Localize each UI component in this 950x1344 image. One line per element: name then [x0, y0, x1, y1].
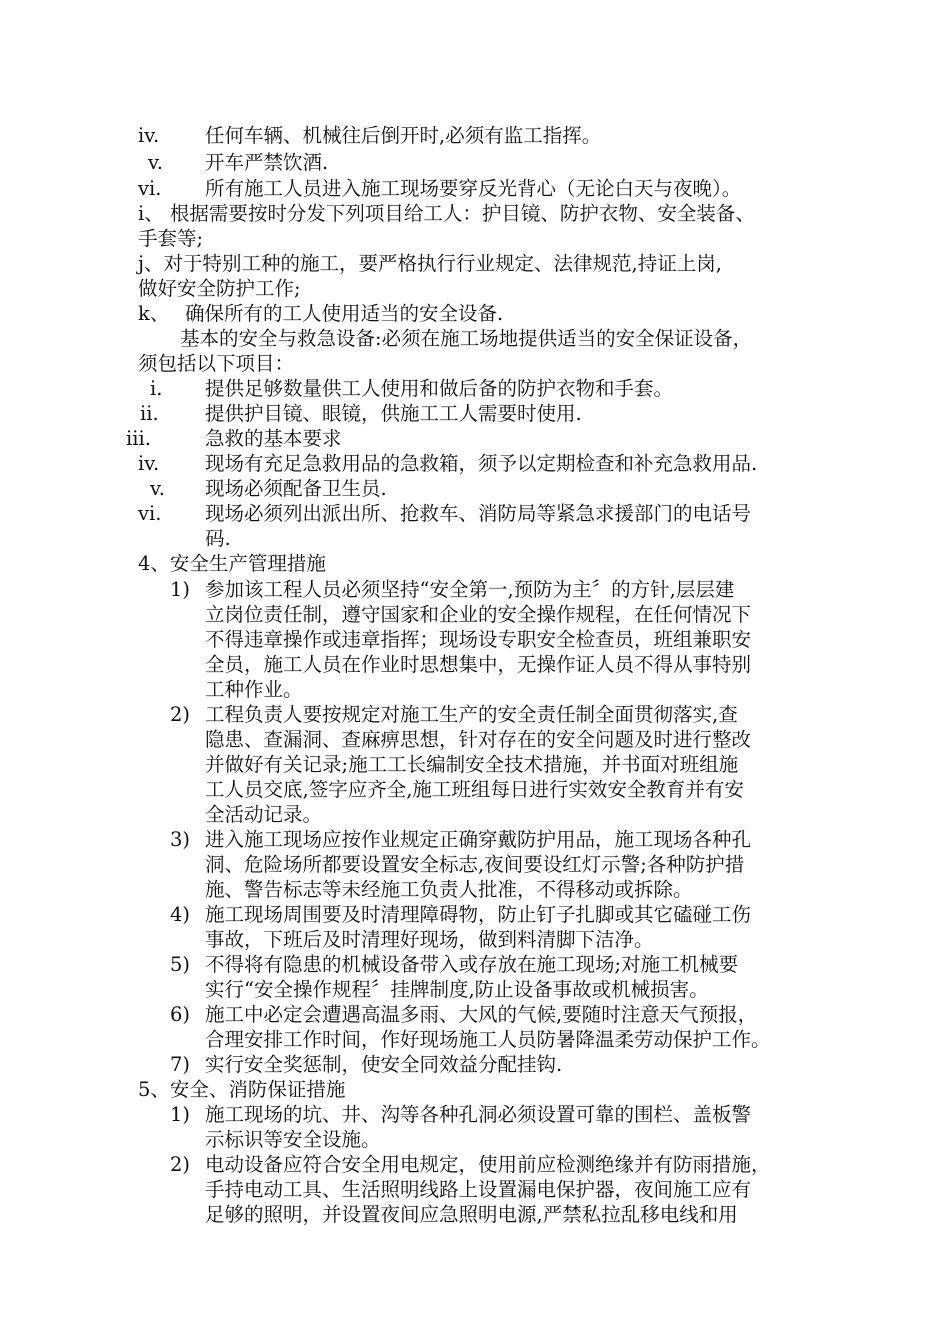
list-item-line: 进入施工现场应按作业规定正确穿戴防护用品，施工现场各种孔	[205, 828, 752, 851]
list-item-line: 施工中必定会遭遇高温多雨、大风的气候,要随时注意天气预报，	[205, 1003, 758, 1026]
list-number: k、	[138, 302, 170, 325]
paragraph-line: 做好安全防护工作;	[138, 277, 301, 300]
list-item: 所有施工人员进入施工现场要穿反光背心（无论白天与夜晚）。	[205, 177, 742, 200]
list-item: 急救的基本要求	[205, 427, 342, 450]
list-item: 现场有充足急救用品的急救箱，须予以定期检查和补充急救用品.	[205, 452, 758, 475]
list-item-line: 手持电动工具、生活照明线路上设置漏电保护器，夜间施工应有	[205, 1178, 752, 1201]
list-item-line: 不得将有隐患的机械设备带入或存放在施工现场;对施工机械要	[205, 953, 739, 976]
paragraph-line: 基本的安全与救急设备:必须在施工场地提供适当的安全保证设备，	[180, 327, 753, 350]
list-number: v.	[150, 477, 165, 500]
list-item-line: 参加该工程人员必须坚持“安全第一,预防为主〞的方针,层层建	[205, 578, 735, 601]
list-number: 5)	[170, 953, 191, 976]
list-number: vi.	[138, 177, 162, 200]
list-number: 2)	[170, 1153, 191, 1176]
paragraph-line: i、 根据需要按时分发下列项目给工人：护目镜、防护衣物、安全装备、	[138, 202, 755, 225]
list-number: 2)	[170, 703, 191, 726]
list-item: 现场必须配备卫生员.	[205, 477, 387, 500]
list-number: vi.	[138, 502, 162, 525]
list-item: 现场必须列出派出所、抢救车、消防局等紧急求援部门的电话号	[205, 502, 752, 525]
list-number: ii.	[140, 402, 159, 425]
section-heading: 4、安全生产管理措施	[138, 552, 326, 575]
list-item-continuation: 码.	[205, 527, 231, 550]
list-item-line: 并做好有关记录;施工工长编制安全技术措施，并书面对班组施	[205, 753, 739, 776]
paragraph-line: j、对于特别工种的施工，要严格执行行业规定、法律规范,持证上岗,	[138, 252, 722, 275]
list-number: 6)	[170, 1003, 191, 1026]
list-item-line: 合理安排工作时间，作好现场施工人员防暑降温柔劳动保护工作。	[205, 1028, 771, 1051]
list-number: iv.	[138, 452, 160, 475]
list-item-line: 洞、危险场所都要设置安全标志,夜间要设红灯示警;各种防护措	[205, 853, 745, 876]
list-number: 4)	[170, 903, 191, 926]
list-number: 1)	[170, 578, 191, 601]
list-item-line: 不得违章操作或违章指挥；现场设专职安全检查员，班组兼职安	[205, 628, 752, 651]
list-item-line: 施工现场的坑、井、沟等各种孔洞必须设置可靠的围栏、盖板警	[205, 1103, 752, 1126]
list-item-line: 实行“安全操作规程〞挂牌制度,防止设备事故或机械损害。	[205, 978, 709, 1001]
list-number: 3)	[170, 828, 191, 851]
list-item: 提供足够数量供工人使用和做后备的防护衣物和手套。	[205, 377, 674, 400]
list-item-line: 施工现场周围要及时清理障碍物，防止钉子扎脚或其它磕碰工伤	[205, 903, 752, 926]
section-heading: 5、安全、消防保证措施	[138, 1078, 346, 1101]
list-item-line: 立岗位责任制，遵守国家和企业的安全操作规程，在任何情况下	[205, 603, 752, 626]
list-item-line: 工种作业。	[205, 678, 303, 701]
list-item-line: 电动设备应符合安全用电规定，使用前应检测绝缘并有防雨措施，	[205, 1153, 771, 1176]
list-item-line: 全员，施工人员在作业时思想集中，无操作证人员不得从事特别	[205, 653, 752, 676]
list-number: 7)	[170, 1053, 191, 1076]
list-item-line: 示标识等安全设施。	[205, 1128, 381, 1151]
list-number: v.	[148, 151, 163, 174]
list-item-line: 事故，下班后及时清理好现场，做到料清脚下洁净。	[205, 928, 654, 951]
list-number: i.	[150, 377, 163, 400]
list-item: 开车严禁饮酒.	[205, 151, 329, 174]
list-item: 提供护目镜、眼镜，供施工工人需要时使用.	[205, 402, 582, 425]
list-number: 1)	[170, 1103, 191, 1126]
list-item-line: 实行安全奖惩制，使安全同效益分配挂钩.	[205, 1053, 563, 1076]
list-item-line: 隐患、查漏洞、查麻痹思想，针对存在的安全问题及时进行整改	[205, 728, 752, 751]
list-number: iv.	[138, 124, 160, 147]
list-item-line: 足够的照明，并设置夜间应急照明电源,严禁私拉乱移电线和用	[205, 1203, 738, 1226]
paragraph-line: 手套等;	[138, 227, 204, 250]
paragraph-line: 须包括以下项目：	[138, 352, 295, 375]
list-item-line: 工人员交底,签字应齐全,施工班组每日进行实效安全教育并有安	[205, 778, 744, 801]
list-item-line: 施、警告标志等未经施工负责人批准，不得移动或拆除。	[205, 878, 693, 901]
list-item-line: 全活动记录。	[205, 803, 323, 826]
list-item: 确保所有的工人使用适当的安全设备.	[185, 302, 504, 325]
list-number: iii.	[126, 427, 151, 450]
list-item-line: 工程负责人要按规定对施工生产的安全责任制全面贯彻落实,查	[205, 703, 738, 726]
list-item: 任何车辆、机械往后倒开时,必须有监工指挥。	[205, 124, 602, 147]
